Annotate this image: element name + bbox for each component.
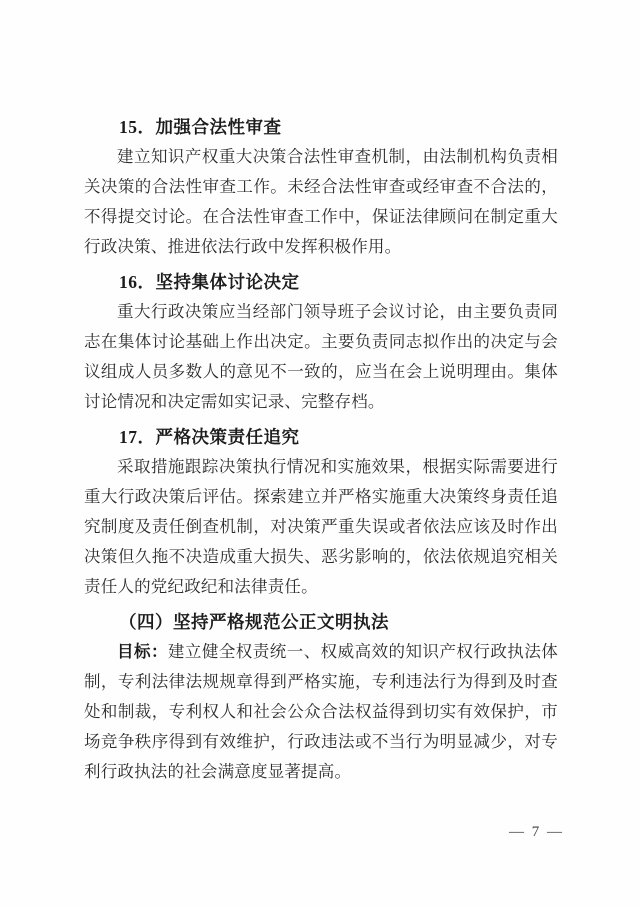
- text-line: 建立知识产权重大决策合法性审查机制，由法制机构负责相: [117, 147, 558, 166]
- text-line: 制，专利法律法规规章得到严格实施，专利违法行为得到及时查: [84, 672, 558, 691]
- section-16-heading: 16．坚持集体讨论决定: [119, 272, 300, 292]
- text-line: 决策但久拖不决造成重大损失、恶劣影响的，依法依规追究相关: [84, 547, 558, 566]
- text-line: 关决策的合法性审查工作。未经合法性审查或经审查不合法的，: [84, 177, 558, 196]
- text-line: 责任人的党纪政纪和法律责任。: [84, 577, 318, 596]
- section-17-heading: 17．严格决策责任追究: [119, 427, 300, 447]
- text-line: 采取措施跟踪决策执行情况和实施效果，根据实际需要进行: [117, 457, 558, 476]
- text-line: 志在集体讨论基础上作出决定。主要负责同志拟作出的决定与会: [84, 332, 558, 351]
- text-line-rest: 建立健全权责统一、权威高效的知识产权行政执法体: [167, 642, 558, 661]
- text-line: 议组成人员多数人的意见不一致的，应当在会上说明理由。集体: [84, 362, 558, 381]
- section-4-heading: （四）坚持严格规范公正文明执法: [119, 612, 389, 632]
- text-line: 究制度及责任倒查机制，对决策严重失误或者依法应该及时作出: [84, 517, 558, 536]
- section-15-heading: 15．加强合法性审查: [119, 117, 282, 137]
- text-line: 处和制裁，专利权人和社会公众合法权益得到切实有效保护，市: [84, 702, 558, 721]
- text-line: 讨论情况和决定需如实记录、完整存档。: [84, 392, 385, 411]
- section-15: [84, 112, 558, 262]
- section-16: [84, 267, 558, 417]
- text-line: 重大行政决策应当经部门领导班子会议讨论，由主要负责同: [117, 302, 558, 321]
- text-line: [84, 637, 558, 667]
- text-line: 不得提交讨论。在合法性审查工作中，保证法律顾问在制定重大: [84, 207, 558, 226]
- text-line: 重大行政决策后评估。探索建立并严格实施重大决策终身责任追: [84, 487, 558, 506]
- text-line: 场竞争秩序得到有效维护，行政违法或不当行为明显减少，对专: [84, 732, 558, 751]
- section-4-law-enforcement: [84, 607, 558, 787]
- page-number: — 7 —: [509, 824, 564, 840]
- text-line: 利行政执法的社会满意度显著提高。: [84, 762, 352, 781]
- section-17: [84, 422, 558, 602]
- document-content: [84, 112, 558, 787]
- text-line: 行政决策、推进依法行政中发挥积极作用。: [84, 237, 402, 256]
- goal-label: 目标：: [117, 642, 168, 661]
